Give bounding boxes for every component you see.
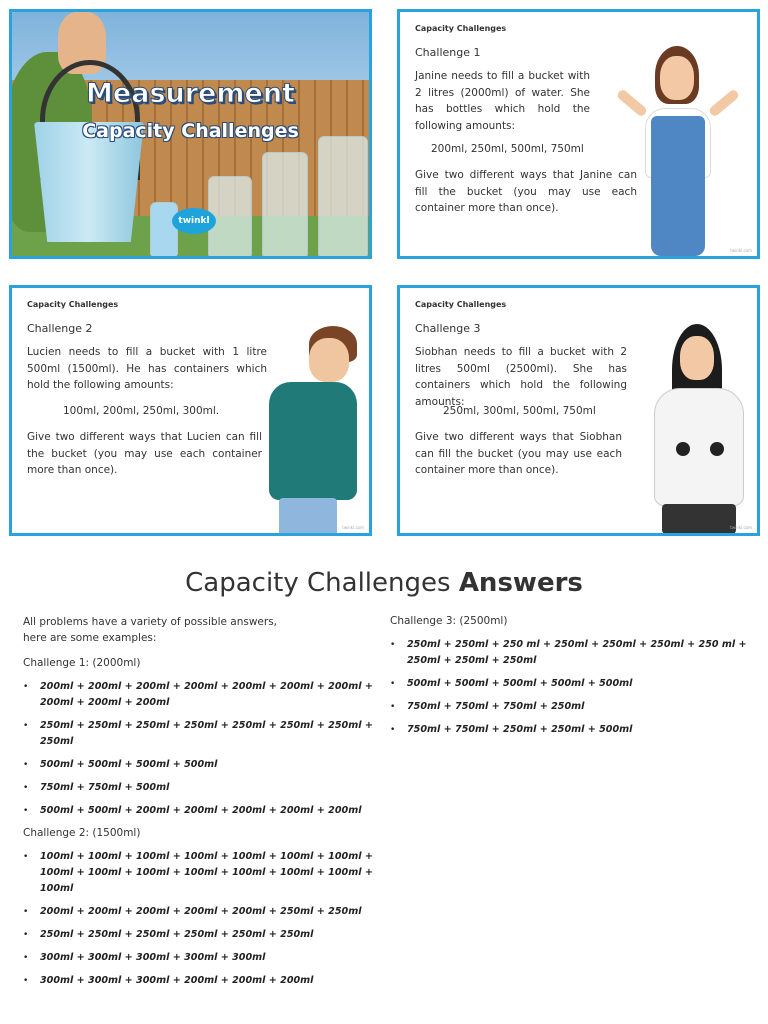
card-amounts: 100ml, 200ml, 250ml, 300ml. [63, 405, 220, 417]
challenge-card-1 [397, 9, 760, 259]
challenge-card-3 [397, 285, 760, 536]
challenge-2-heading: Challenge 2: (1500ml) [23, 827, 141, 839]
card-title: Challenge 2 [27, 322, 93, 335]
card-footer: twinkl.com [730, 525, 752, 530]
janine-illustration [615, 46, 745, 256]
card-question: Give two different ways that Lucien can fill the bucket (you may use each container more than once). [27, 431, 262, 476]
plastic-bottle-image [318, 136, 368, 258]
challenge-1-heading: Challenge 1: (2000ml) [23, 657, 141, 669]
answers-title-bold: Answers [458, 568, 583, 598]
list-item: • 250ml + 250ml + 250ml + 250ml + 250ml + 250ml + 250ml + 250ml [23, 718, 383, 750]
challenge-3-heading: Challenge 3: (2500ml) [390, 615, 508, 627]
card-footer: twinkl.com [342, 525, 364, 530]
card-question: Give two different ways that Janine can fill the bucket (you may use each container more than once). [415, 169, 637, 214]
answers-intro: All problems have a variety of possible answers, here are some examples: [23, 616, 278, 644]
list-item: • 500ml + 500ml + 200ml + 200ml + 200ml + 200ml + 200ml [23, 803, 383, 819]
card-body: Siobhan needs to fill a bucket with 2 litres 500ml (2500ml). She has containers which hold the following amounts: [415, 346, 627, 408]
list-item: • 250ml + 250ml + 250ml + 250ml + 250ml + 250ml [23, 927, 383, 943]
challenge-card-2 [9, 285, 372, 536]
list-item: • 300ml + 300ml + 300ml + 300ml + 300ml [23, 950, 383, 966]
answers-title-regular: Capacity Challenges [185, 568, 451, 598]
tall-bottle-image [262, 152, 308, 258]
card-body: Janine needs to fill a bucket with 2 litres (2000ml) of water. She has bottles which hold the following amounts: [415, 70, 590, 132]
cover-subtitle: Capacity Challenges [82, 120, 299, 142]
cover-slide [9, 9, 372, 259]
card-footer: twinkl.com [730, 248, 752, 253]
list-item: • 100ml + 100ml + 100ml + 100ml + 100ml + 100ml + 100ml + 100ml + 100ml + 100ml + 100ml + 100ml + 100ml + 100ml + 100ml [23, 849, 383, 897]
list-item: • 200ml + 200ml + 200ml + 200ml + 200ml + 250ml + 250ml [23, 904, 383, 920]
list-item: • 500ml + 500ml + 500ml + 500ml [23, 757, 383, 773]
card-title: Challenge 3 [415, 322, 481, 335]
answers-left-column [23, 614, 383, 996]
cover-title: Measurement [86, 78, 295, 109]
card-header: Capacity Challenges [415, 300, 507, 309]
answers-title [0, 568, 768, 598]
card-amounts: 200ml, 250ml, 500ml, 750ml [431, 143, 584, 155]
list-item: • 300ml + 300ml + 300ml + 200ml + 200ml + 200ml [23, 973, 383, 989]
lucien-illustration [257, 326, 372, 536]
siobhan-illustration [632, 324, 757, 534]
list-item: • 250ml + 250ml + 250 ml + 250ml + 250ml + 250ml + 250 ml + 250ml + 250ml + 250ml [390, 637, 750, 669]
challenge-3-answers [390, 637, 750, 738]
card-amounts: 250ml, 300ml, 500ml, 750ml [443, 405, 596, 417]
card-question: Give two different ways that Siobhan can fill the bucket (you may use each container more than once). [415, 431, 622, 476]
card-title: Challenge 1 [415, 46, 481, 59]
challenge-2-answers [23, 849, 383, 989]
card-body: Lucien needs to fill a bucket with 1 litre 500ml (1500ml). He has containers which hold the following amounts: [27, 346, 267, 391]
card-header: Capacity Challenges [27, 300, 119, 309]
twinkl-logo: twinkl [172, 208, 216, 234]
list-item: • 200ml + 200ml + 200ml + 200ml + 200ml + 200ml + 200ml + 200ml + 200ml + 200ml [23, 679, 383, 711]
list-item: • 500ml + 500ml + 500ml + 500ml + 500ml [390, 676, 750, 692]
sports-bottle-image [150, 202, 178, 257]
card-header: Capacity Challenges [415, 24, 507, 33]
answers-right-column [390, 614, 750, 745]
list-item: • 750ml + 750ml + 250ml + 250ml + 500ml [390, 722, 750, 738]
list-item: • 750ml + 750ml + 500ml [23, 780, 383, 796]
list-item: • 750ml + 750ml + 750ml + 250ml [390, 699, 750, 715]
challenge-1-answers [23, 679, 383, 819]
